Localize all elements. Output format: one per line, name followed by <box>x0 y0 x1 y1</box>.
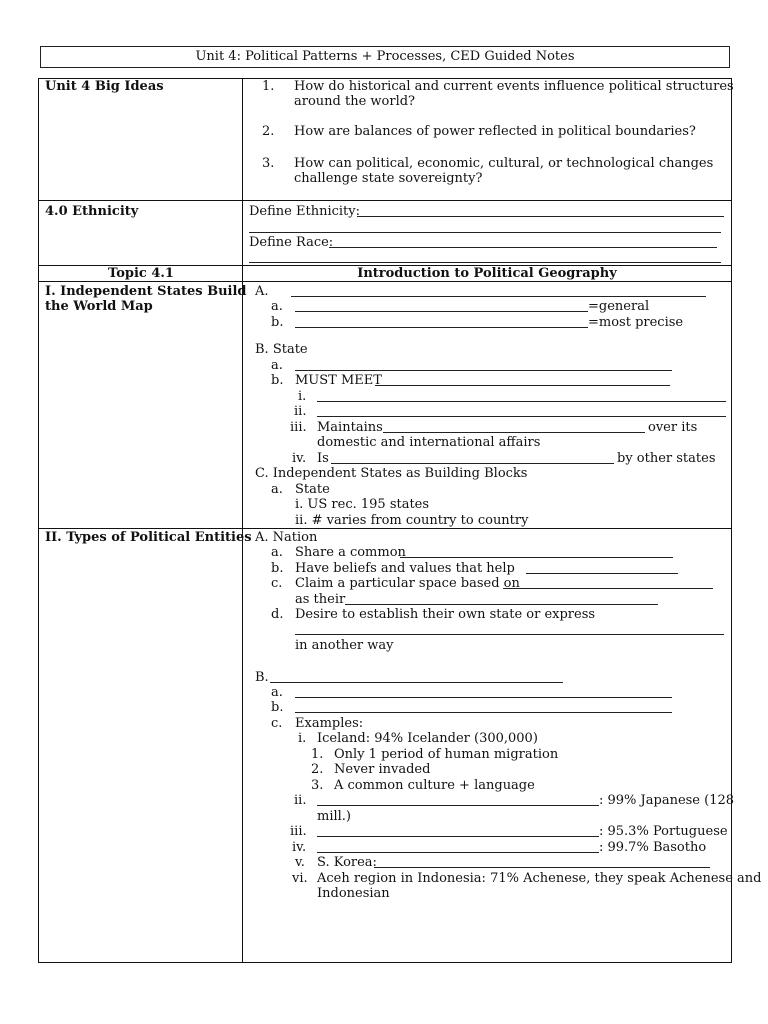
define-ethnicity-prompt: Define Ethnicity: <box>249 204 360 219</box>
outline-marker: iii. <box>290 420 307 435</box>
outline-marker: i. <box>298 731 307 746</box>
outline-marker: i. <box>298 389 307 404</box>
big-idea-text: How are balances of power reflected in political boundaries? <box>294 124 696 139</box>
outline-marker: 2. <box>311 762 324 777</box>
note-text: Have beliefs and values that help <box>295 561 515 576</box>
blank-line <box>317 852 599 853</box>
outline-marker: b. <box>271 700 284 715</box>
note-text: Desire to establish their own state or express <box>295 607 596 622</box>
outline-marker: a. <box>271 482 283 497</box>
outline-marker: iv. <box>292 451 307 466</box>
outline-heading: B. State <box>255 342 308 357</box>
note-text: Aceh region in Indonesia: 71% Achenese, they speak Achenese and <box>317 871 762 886</box>
note-text: =most precise <box>588 315 684 330</box>
blank-line <box>249 262 721 263</box>
blank-line <box>357 216 724 217</box>
note-text: Iceland: 94% Icelander (300,000) <box>317 731 538 746</box>
blank-line <box>526 573 678 574</box>
note-text: S. Korea: <box>317 855 377 870</box>
column-divider <box>242 78 243 963</box>
outline-marker: A. <box>255 284 269 299</box>
note-text: in another way <box>295 638 394 653</box>
outline-marker: vi. <box>292 871 308 886</box>
blank-line <box>374 867 710 868</box>
outline-marker: iv. <box>292 840 307 855</box>
outline-marker: v. <box>295 855 305 870</box>
topic-number: Topic 4.1 <box>108 266 174 281</box>
note-text: State <box>295 482 330 497</box>
note-text: A common culture + language <box>334 778 535 793</box>
outline-marker: a. <box>271 545 283 560</box>
blank-line <box>329 247 717 248</box>
note-text: i. US rec. 195 states <box>295 497 430 512</box>
blank-line <box>295 697 672 698</box>
outline-marker: b. <box>271 561 284 576</box>
big-ideas-label: Unit 4 Big Ideas <box>45 79 164 94</box>
note-text: mill.) <box>317 809 352 824</box>
big-idea-number: 2. <box>262 124 275 139</box>
note-text: Is <box>317 451 329 466</box>
blank-line <box>503 588 713 589</box>
note-text: over its <box>648 420 698 435</box>
big-idea-number: 1. <box>262 79 275 94</box>
blank-line <box>270 682 563 683</box>
row-divider <box>38 528 732 529</box>
outline-heading: C. Independent States as Building Blocks <box>255 466 528 481</box>
outline-marker: c. <box>271 716 283 731</box>
outline-marker: iii. <box>290 824 307 839</box>
big-idea-text: challenge state sovereignty? <box>294 171 483 186</box>
note-text: as their <box>295 592 346 607</box>
row-divider <box>38 281 732 282</box>
blank-line <box>295 634 724 635</box>
big-idea-text: How can political, economic, cultural, or technological changes <box>294 156 714 171</box>
note-text: Indonesian <box>317 886 390 901</box>
blank-line <box>331 463 614 464</box>
note-text: Examples: <box>295 716 364 731</box>
outline-marker: 1. <box>311 747 324 762</box>
note-text: ii. # varies from country to country <box>295 513 529 528</box>
outline-marker: a. <box>271 299 283 314</box>
note-text: =general <box>588 299 650 314</box>
big-idea-text: How do historical and current events influence political structures <box>294 79 734 94</box>
note-text: MUST MEET <box>295 373 382 388</box>
page-title: Unit 4: Political Patterns + Processes, CED Guided Notes <box>40 46 730 68</box>
outline-marker: b. <box>271 373 284 388</box>
outline-marker: 3. <box>311 778 324 793</box>
ethnicity-label: 4.0 Ethnicity <box>45 204 139 219</box>
outline-marker: ii. <box>294 404 307 419</box>
outline-marker: b. <box>271 315 284 330</box>
blank-line <box>249 232 721 233</box>
blank-line <box>400 557 673 558</box>
note-text: Only 1 period of human migration <box>334 747 559 762</box>
big-idea-text: around the world? <box>294 94 416 109</box>
blank-line <box>383 432 645 433</box>
blank-line <box>295 370 672 371</box>
outline-heading: A. Nation <box>255 530 318 545</box>
note-text: : 95.3% Portuguese <box>599 824 728 839</box>
note-text: domestic and international affairs <box>317 435 541 450</box>
blank-line <box>291 296 706 297</box>
note-text: Share a common <box>295 545 406 560</box>
outline-marker: a. <box>271 358 283 373</box>
note-text: : 99% Japanese (128 <box>599 793 735 808</box>
section-label: I. Independent States Build <box>45 284 247 299</box>
blank-line <box>295 327 588 328</box>
section-label: the World Map <box>45 299 153 314</box>
blank-line <box>345 604 658 605</box>
blank-line <box>317 805 599 806</box>
topic-title: Introduction to Political Geography <box>357 266 617 281</box>
outline-marker: ii. <box>294 793 307 808</box>
blank-line <box>317 401 726 402</box>
blank-line <box>375 385 670 386</box>
blank-line <box>295 311 588 312</box>
note-text: by other states <box>617 451 716 466</box>
row-divider <box>38 200 732 201</box>
section-label: II. Types of Political Entities <box>45 530 252 545</box>
note-text: Maintains <box>317 420 383 435</box>
blank-line <box>317 836 599 837</box>
big-idea-number: 3. <box>262 156 275 171</box>
blank-line <box>317 416 726 417</box>
define-race-prompt: Define Race: <box>249 235 334 250</box>
note-text: Claim a particular space based on <box>295 576 520 591</box>
blank-line <box>295 712 672 713</box>
outline-marker: d. <box>271 607 284 622</box>
outline-marker: a. <box>271 685 283 700</box>
outline-marker: B. <box>255 670 269 685</box>
outline-marker: c. <box>271 576 283 591</box>
note-text: Never invaded <box>334 762 431 777</box>
note-text: : 99.7% Basotho <box>599 840 707 855</box>
